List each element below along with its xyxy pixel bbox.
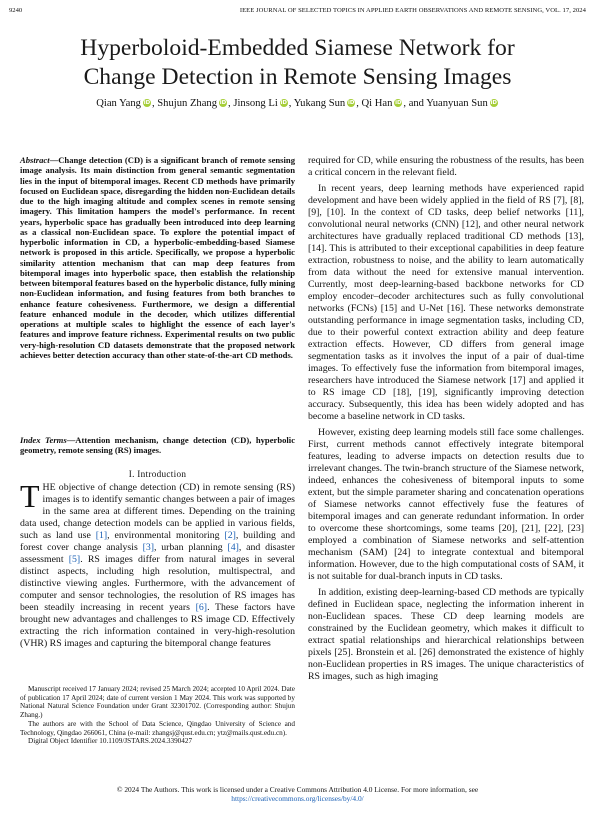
footnote xyxy=(20,685,295,746)
abstract-label: Abstract xyxy=(20,155,50,165)
right-paragraph-3: In addition, existing deep-learning-based CD methods are typically defined in Euclidean space, neglecting the information inherent in non-Euclidean spaces. These CD deep learning models are constrained by the Euclidean geometry, which makes it difficult to extract spatial relationships and hierarchical relationships between pixels [25]. Bronstein et al. [26] demonstrated the existence of highly non-Euclidean properties in RS images. The unique characteristics of RS images, such as high imaging xyxy=(308,587,584,682)
author-name: Yukang Sun xyxy=(293,98,346,109)
orcid-icon[interactable]: iD xyxy=(280,100,287,106)
orcid-icon[interactable]: iD xyxy=(395,100,402,106)
section-heading: I. Introduction xyxy=(128,469,187,479)
author-name: and Yuanyuan Sun xyxy=(408,98,488,109)
orcid-icon[interactable]: iD xyxy=(490,100,497,106)
right-paragraph-2: However, existing deep learning models still face some challenges. First, current methods cannot effectively integrate bitemporal features, leading to adverse impacts on detection results due to irrelevant changes. The twin-branch structure of the Siamese network, indeed, enhances the cohesiveness of bitemporal inputs to some extent, but the simple parameter sharing and concatenation operations of Siamese networks cannot effectively fuse the features of bitemporal images and can generate redundant information. In order to overcome these shortcomings, some teams [20], [21], [22], [23] employed a combination of Siamese networks and self-attention mechanism (SAM) [24] to integrate contextual and bitemporal information. However, due to the high computational costs of SAM, it is not suitable for dual-branch inputs in CD tasks. xyxy=(308,427,584,582)
orcid-icon[interactable]: iD xyxy=(219,100,227,106)
introduction-paragraph: THE objective of change detection (CD) in remote sensing (RS) images is to identify semantic changes between a pair of images in the same area at different times. Depending on the training data used, change detection models can be applied in various fields, such as land use [1], environmental monitoring [2], building and forest cover change analysis [3], urban planning [4], and disaster assessment [5]. RS images differ from natural images in several distinct aspects, including high resolution, multispectral, and distinctive viewing angles. Furthermore, with the advancement of computer and sensor technologies, the resolution of RS images has been steadily increasing in recent years [6]. These factors have brought new advantages and challenges to RS image CD. Effectively extracting the rich information contained in very-high-resolution (VHR) RS images and capturing the bitemporal change features xyxy=(20,478,295,649)
first-word: HE xyxy=(42,482,56,493)
license-line: © 2024 The Authors. This work is licensed under a Creative Commons Attribution 4.0 License. For more information, see xyxy=(116,785,479,794)
citation-link[interactable]: [6] xyxy=(195,602,208,613)
footnote-doi: Digital Object Identifier 10.1109/JSTARS.2024.3390427 xyxy=(28,737,193,746)
title-line-1: Hyperboloid-Embedded Siamese Network for xyxy=(80,35,515,61)
citation-link[interactable]: [1] xyxy=(95,530,108,541)
orcid-icon[interactable]: iD xyxy=(347,100,355,106)
author-name: Qian Yang xyxy=(96,98,141,109)
license-notice xyxy=(0,785,595,803)
right-paragraph-continued: required for CD, while ensuring the robustness of the results, has been a critical concern in the relevant field. xyxy=(308,155,584,178)
abstract xyxy=(20,155,295,360)
orcid-icon[interactable]: iD xyxy=(143,100,151,106)
author-name: Qi Han xyxy=(361,98,393,109)
paper-title xyxy=(0,34,595,92)
drop-cap: T xyxy=(20,478,40,514)
title-line-2: Change Detection in Remote Sensing Images xyxy=(83,64,512,90)
footnote-affiliation: The authors are with the School of Data Science, Qingdao University of Science and Technology, Qingdao 266061, China (e-mail: zhangsj@qust.edu.cn; ytz@mails.qust.edu.cn). xyxy=(20,719,295,737)
index-terms-text: —Attention mechanism, change detection (CD), hyperbolic geometry, remote sensing (RS) images. xyxy=(20,435,296,456)
index-terms xyxy=(20,435,295,456)
citation-link[interactable]: [4] xyxy=(227,542,239,553)
citation-link[interactable]: [5] xyxy=(68,554,81,565)
citation-link[interactable]: [3] xyxy=(142,542,154,553)
license-link[interactable]: https://creativecommons.org/licenses/by/4.0/ xyxy=(231,794,364,804)
right-column xyxy=(308,155,584,683)
citation-link[interactable]: [2] xyxy=(224,530,236,541)
author-name: Jinsong Li xyxy=(233,98,278,109)
right-paragraph-1: In recent years, deep learning methods have experienced rapid development and have been widely applied in the field of RS [7], [8], [9], [10]. In the context of CD tasks, deep belief networks [11], convolutional neural networks (CNN) [12], and other neural network architectures have gradually replaced traditional CD methods [13], [14]. This is attributed to their exceptional capabilities in deep feature extraction, robustness to noise, and the ability to learn automatically from data without the need for extensive manual intervention. Currently, most deep-learning-based backbone networks for CD employ encoder–decoder architectures such as fully convolutional networks (FCNs) [15] and U-Net [16]. These networks demonstrate outstanding performance in image segmentation tasks, including CD, due to their powerful context extraction ability and deep feature extraction effects. However, CD differs from general image segmentation tasks as it involves the input of a pair of dual-time images. To effectively fuse the information from bitemporal images, researchers have introduced the Siamese network [17] and applied it to RS image CD [18], [19], significantly improving detection accuracy. Subsequently, this idea has been widely adopted and has become a baseline network in CD tasks. xyxy=(308,183,584,422)
page-number: 9240 xyxy=(9,7,23,14)
journal-name: IEEE JOURNAL OF SELECTED TOPICS IN APPLIED EARTH OBSERVATIONS AND REMOTE SENSING, VOL. 17, 2024 xyxy=(239,7,586,14)
author-list: Qian Yang iD , Shujun Zhang iD , Jinsong Li iD , Yukang Sun iD , Qi Han iD , and Yuanyuan Sun iD xyxy=(96,98,497,109)
index-terms-label: Index Terms xyxy=(20,435,67,445)
footnote-manuscript: Manuscript received 17 January 2024; revised 25 March 2024; accepted 10 April 2024. Date of publication 17 April 2024; date of current version 1 May 2024. This work was supported by National Natural Science Foundation under Grant 32301702. (Corresponding author: Shujun Zhang.) xyxy=(20,685,295,720)
author-name: Shujun Zhang xyxy=(157,98,218,109)
abstract-text: —Change detection (CD) is a significant branch of remote sensing image analysis. Its main distinction from general semantic segmentation lies in the input of bitemporal images. Recent CD methods have primarily focused on Euclidean space, disregarding the hidden non-Euclidean details due to the high imaging altitude and complex scenes in remote sensing imagery. This limitation hampers the model's performance. In recent years, hyperbolic space has gradually been introduced into deep learning as a classical non-Euclidean space. To explore the potential impact of hyperbolic information in CD, a hyperbolic-embedding-based Siamese network is proposed in this article. Specifically, we propose a hyperbolic similarity attention mechanism that can map deep features from bitemporal images into hyperbolic space, then establish the relationship between bitemporal features based on the hyperbolic distance, fully mining non-Euclidean information, and fusing features from both branches to enhance feature cohesiveness. Furthermore, we design a differential feature enhanced module in the decoder, which utilizes differential operations at multiple scales to highlight the essence of each layer's features and improve feature richness. Experimental results on two public very-high-resolution CD datasets demonstrate that the proposed network achieves better detection accuracy than other state-of-the-art CD methods. xyxy=(20,155,295,360)
running-header xyxy=(9,7,586,17)
